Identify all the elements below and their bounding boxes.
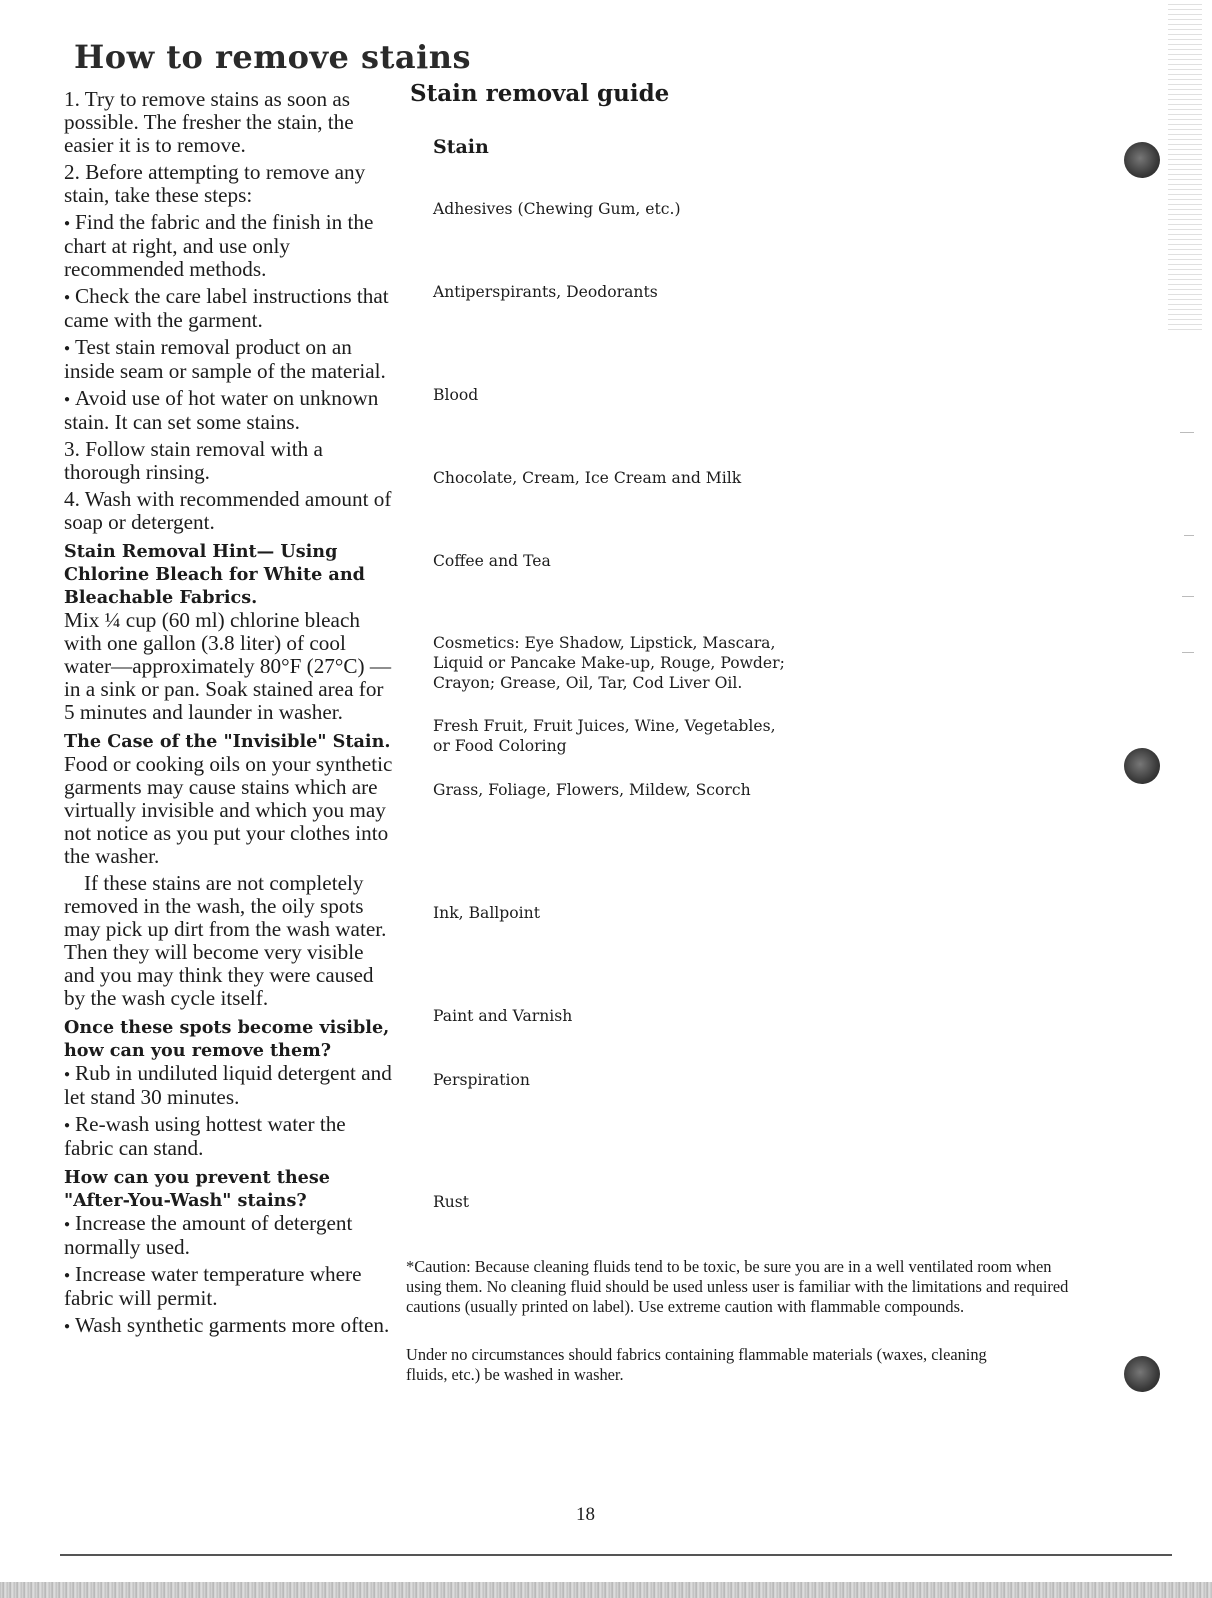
bleach-hint-text: Mix ¼ cup (60 ml) chlorine bleach with one gallon (3.8 liter) of cool water—approximately 80°F (27°C) —in a sink or pan. Soak stained area for 5 minutes and launder in washer. xyxy=(64,608,392,724)
caution-note: *Caution: Because cleaning fluids tend to be toxic, be sure you are in a well ventilated room when using them. No cleaning fluid should be used unless user is familiar with the limitations and required cautions (usually printed on label). Use extreme caution with flammable compounds. xyxy=(406,1257,1069,1316)
stain-entry: Paint and Varnish xyxy=(433,1007,573,1025)
scan-edge-artifact xyxy=(1182,652,1194,653)
visible-spots-bullet: ● Re-wash using hottest water the fabric can stand. xyxy=(64,1113,398,1160)
stain-entry: Cosmetics: Eye Shadow, Lipstick, Mascara, Liquid or Pancake Make-up, Rouge, Powder; Crayon; Grease, Oil, Tar, Cod Liver Oil. xyxy=(433,634,785,692)
instruction-step-3: 3. Follow stain removal with a thorough rinsing. xyxy=(64,437,323,484)
stain-entry: Grass, Foliage, Flowers, Mildew, Scorch xyxy=(433,781,751,799)
bleach-hint-heading: Stain Removal Hint— Using Chlorine Bleach for White and Bleachable Fabrics. xyxy=(64,541,365,608)
stain-column-header: Stain xyxy=(433,136,489,158)
stain-guide-title: Stain removal guide xyxy=(410,80,670,107)
stain-entry: Fresh Fruit, Fruit Juices, Wine, Vegetables, or Food Coloring xyxy=(433,717,776,755)
stain-entry: Adhesives (Chewing Gum, etc.) xyxy=(433,200,681,218)
prevent-stains-bullet: ● Increase water temperature where fabric will permit. xyxy=(64,1263,398,1310)
binder-hole-icon xyxy=(1124,1356,1160,1392)
invisible-stain-text: Food or cooking oils on your synthetic garments may cause stains which are virtually invisible and which you may not notice as you put your clothes into the washer. xyxy=(64,752,393,868)
instruction-bullet: ● Find the fabric and the finish in the chart at right, and use only recommended methods. xyxy=(64,211,398,281)
stain-entry: Antiperspirants, Deodorants xyxy=(433,283,658,301)
instruction-bullet: ● Avoid use of hot water on unknown stain. It can set some stains. xyxy=(64,387,398,434)
scan-bottom-artifact xyxy=(0,1582,1212,1598)
instruction-step-2: 2. Before attempting to remove any stain, take these steps: xyxy=(64,160,366,207)
invisible-stain-heading: The Case of the "Invisible" Stain. xyxy=(64,731,391,752)
scan-edge-artifact xyxy=(1184,535,1194,536)
prevent-stains-bullet: ● Wash synthetic garments more often. xyxy=(64,1314,398,1338)
scan-bottom-line xyxy=(60,1554,1172,1556)
stain-entry: Coffee and Tea xyxy=(433,552,551,570)
stain-entry: Perspiration xyxy=(433,1071,530,1089)
stain-entry: Ink, Ballpoint xyxy=(433,904,540,922)
binder-hole-icon xyxy=(1124,142,1160,178)
stain-entry: Rust xyxy=(433,1193,470,1211)
invisible-stain-text-2: If these stains are not completely removed in the wash, the oily spots may pick up dirt from the wash water. Then they will become very visible and you may think they were caused by the wash cycle itself. xyxy=(64,871,387,1010)
instruction-bullet: ● Test stain removal product on an inside seam or sample of the material. xyxy=(64,336,398,383)
scan-edge-artifact xyxy=(1168,0,1202,330)
instruction-bullet: ● Check the care label instructions that came with the garment. xyxy=(64,285,398,332)
binder-hole-icon xyxy=(1124,748,1160,784)
flammable-warning: Under no circumstances should fabrics containing flammable materials (waxes, cleaning fluids, etc.) be washed in washer. xyxy=(406,1345,987,1384)
instructions-column xyxy=(64,88,398,1342)
prevent-stains-heading: How can you prevent these "After-You-Wash" stains? xyxy=(64,1167,330,1211)
stain-entry: Chocolate, Cream, Ice Cream and Milk xyxy=(433,469,742,487)
visible-spots-heading: Once these spots become visible, how can you remove them? xyxy=(64,1017,390,1061)
prevent-stains-bullet: ● Increase the amount of detergent normally used. xyxy=(64,1212,398,1259)
visible-spots-bullet: ● Rub in undiluted liquid detergent and let stand 30 minutes. xyxy=(64,1062,398,1109)
stain-entry: Blood xyxy=(433,386,479,404)
scan-edge-artifact xyxy=(1180,432,1194,433)
page-number: 18 xyxy=(576,1504,595,1525)
scan-edge-artifact xyxy=(1182,596,1194,597)
instruction-step-4: 4. Wash with recommended amount of soap or detergent. xyxy=(64,487,392,534)
page-title: How to remove stains xyxy=(74,38,472,76)
instruction-step-1: 1. Try to remove stains as soon as possible. The fresher the stain, the easier it is to remove. xyxy=(64,87,354,157)
